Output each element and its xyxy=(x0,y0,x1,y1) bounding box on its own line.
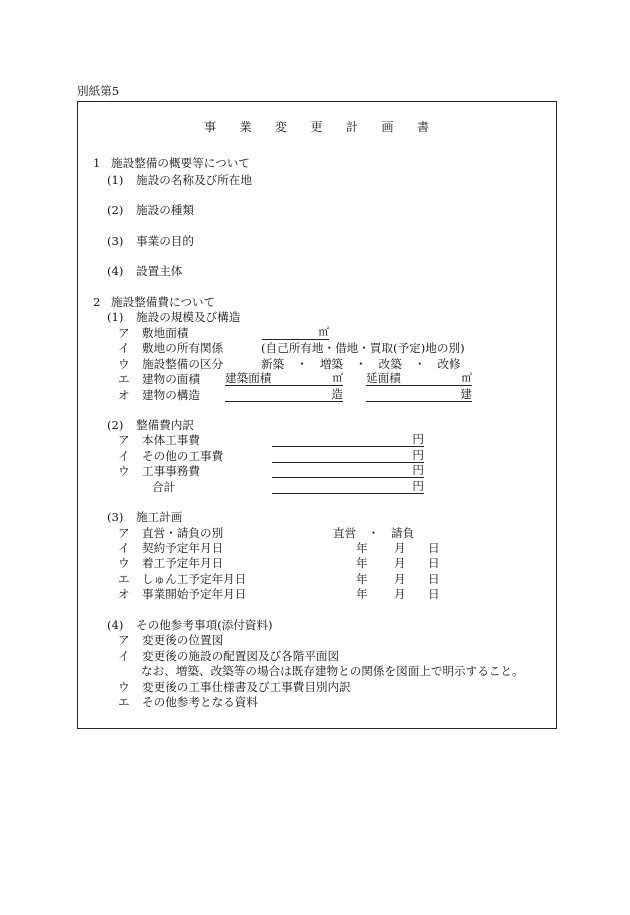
reference-label: 変更後の施設の配置図及び各階平面図 xyxy=(142,649,340,663)
month-unit: 月 xyxy=(394,587,406,601)
year-unit: 年 xyxy=(356,556,368,570)
cost-marker: ア xyxy=(118,433,130,447)
item-label: 施設の名称及び所在地 xyxy=(136,173,252,187)
scale-heading-row xyxy=(0,310,630,324)
reference-label: 変更後の位置図 xyxy=(142,633,224,647)
date-row xyxy=(0,541,630,555)
method-row xyxy=(0,526,630,540)
scale-heading: 施設の規模及び構造 xyxy=(136,310,241,324)
section-1-item xyxy=(0,203,630,217)
reference-item xyxy=(0,695,630,709)
method-marker: ア xyxy=(118,526,130,540)
year-unit: 年 xyxy=(356,587,368,601)
structure-marker: オ xyxy=(118,388,130,402)
attachment-label: 別紙第5 xyxy=(77,84,120,98)
cost-total-label: 合計 xyxy=(152,480,176,494)
section-1-item xyxy=(0,264,630,278)
option-separator: ・ xyxy=(296,357,308,371)
site-area-blank xyxy=(262,326,329,340)
item-number: (2) xyxy=(107,203,124,217)
building-area-blank xyxy=(225,372,343,386)
day-unit: 日 xyxy=(428,541,440,555)
plan-number: (3) xyxy=(107,510,124,524)
item-label: 設置主体 xyxy=(136,264,183,278)
month-unit: 月 xyxy=(394,572,406,586)
date-marker: エ xyxy=(118,572,130,586)
reference-marker: ア xyxy=(118,633,130,647)
total-floor-area-unit: ㎡ xyxy=(461,372,472,384)
reference-marker: イ xyxy=(118,649,130,663)
date-label: 着工予定年月日 xyxy=(142,556,224,570)
reference-item xyxy=(0,649,630,663)
cost-label: 本体工事費 xyxy=(142,433,200,447)
cost-label: 工事事務費 xyxy=(142,464,200,478)
date-row xyxy=(0,556,630,570)
option-separator: ・ xyxy=(355,357,367,371)
date-row xyxy=(0,587,630,601)
cost-total-row xyxy=(0,480,630,494)
section-1-item xyxy=(0,173,630,187)
item-label: 事業の目的 xyxy=(136,234,194,248)
site-area-label: 敷地面積 xyxy=(142,326,189,340)
date-row xyxy=(0,572,630,586)
cost-marker: ウ xyxy=(118,464,130,478)
month-unit: 月 xyxy=(394,541,406,555)
reference-item xyxy=(0,633,630,647)
year-unit: 年 xyxy=(356,541,368,555)
costs-heading: 整備費内訳 xyxy=(136,418,194,432)
ownership-options: (自己所有地・借地・買取(予定)地の別) xyxy=(261,341,465,355)
reference-marker: ウ xyxy=(118,680,130,694)
date-label: 事業開始予定年月日 xyxy=(142,587,247,601)
section-2-number: 2 xyxy=(93,295,101,309)
item-number: (1) xyxy=(107,173,124,187)
category-label: 施設整備の区分 xyxy=(142,357,224,371)
category-row xyxy=(0,357,630,371)
site-area-marker: ア xyxy=(118,326,130,340)
date-marker: ウ xyxy=(118,556,130,570)
floor-space-label: 建物の面積 xyxy=(142,372,200,386)
section-1-heading: 施設整備の概要等について xyxy=(111,156,250,170)
day-unit: 日 xyxy=(428,572,440,586)
structure-row xyxy=(0,388,630,402)
costs-heading-row xyxy=(0,418,630,432)
structure-type-blank xyxy=(225,388,343,402)
floor-space-row xyxy=(0,372,630,386)
floors-blank xyxy=(366,388,472,402)
category-option-extension: 増築 xyxy=(319,357,344,371)
site-area-row xyxy=(0,326,630,340)
date-label: 契約予定年月日 xyxy=(142,541,224,555)
category-option-new: 新築 xyxy=(261,357,285,371)
yen-unit: 円 xyxy=(412,479,424,493)
date-marker: オ xyxy=(118,587,130,601)
category-options xyxy=(261,357,461,371)
building-area-label: 建築面積 xyxy=(225,371,272,385)
references-heading-row xyxy=(0,618,630,632)
category-marker: ウ xyxy=(118,357,130,371)
item-label: 施設の種類 xyxy=(136,203,194,217)
reference-item xyxy=(0,680,630,694)
ownership-row xyxy=(0,341,630,355)
floor-space-marker: エ xyxy=(118,372,130,386)
floors-suffix: 建 xyxy=(460,387,472,401)
item-number: (4) xyxy=(107,264,124,278)
reference-note: なお、増築、改築等の場合は既存建物との関係を図面上で明示すること。 xyxy=(141,664,524,678)
month-unit: 月 xyxy=(394,556,406,570)
date-label: しゅん工予定年月日 xyxy=(142,572,247,586)
category-option-renovation: 改修 xyxy=(437,357,461,371)
date-marker: イ xyxy=(118,541,130,555)
references-heading: その他参考事項(添付資料) xyxy=(136,618,273,632)
yen-unit: 円 xyxy=(412,463,424,477)
cost-row xyxy=(0,464,630,478)
scale-number: (1) xyxy=(107,310,124,324)
option-separator: ・ xyxy=(413,357,426,371)
day-unit: 日 xyxy=(428,556,440,570)
document-title: 事業変更計画書 xyxy=(204,120,453,134)
section-2-heading: 施設整備費について xyxy=(111,295,216,309)
section-1-item xyxy=(0,234,630,248)
yen-unit: 円 xyxy=(412,448,424,462)
cost-amount-blank xyxy=(272,449,424,463)
attachment-row xyxy=(0,84,630,98)
method-option-direct: 直営 xyxy=(333,526,357,540)
cost-row xyxy=(0,433,630,447)
ownership-marker: イ xyxy=(118,341,130,355)
item-number: (3) xyxy=(107,234,124,248)
year-unit: 年 xyxy=(356,572,368,586)
option-separator: ・ xyxy=(367,526,380,540)
plan-heading-row xyxy=(0,510,630,524)
method-label: 直営・請負の別 xyxy=(142,526,224,540)
building-area-unit: ㎡ xyxy=(332,372,343,384)
reference-label: その他参考となる資料 xyxy=(142,695,258,709)
reference-label: 変更後の工事仕様書及び工事費目別内訳 xyxy=(142,680,351,694)
reference-note-row xyxy=(0,664,630,678)
method-option-contract: 請負 xyxy=(391,526,415,540)
costs-number: (2) xyxy=(107,418,124,432)
structure-suffix: 造 xyxy=(331,387,343,401)
total-floor-area-label: 延面積 xyxy=(366,371,401,385)
yen-unit: 円 xyxy=(412,432,424,446)
structure-label: 建物の構造 xyxy=(142,388,200,402)
cost-total-blank xyxy=(272,480,424,494)
section-1-heading-row xyxy=(0,156,630,170)
cost-amount-blank xyxy=(272,464,424,478)
section-2-heading-row xyxy=(0,295,630,309)
category-option-rebuild: 改築 xyxy=(378,357,402,371)
cost-marker: イ xyxy=(118,449,130,463)
cost-amount-blank xyxy=(272,433,424,447)
plan-heading: 施工計画 xyxy=(136,510,183,524)
cost-label: その他の工事費 xyxy=(142,449,224,463)
day-unit: 日 xyxy=(428,587,440,601)
cost-row xyxy=(0,449,630,463)
total-floor-area-blank xyxy=(366,372,472,386)
section-1-number: 1 xyxy=(93,156,101,170)
site-area-unit: ㎡ xyxy=(318,326,329,338)
ownership-label: 敷地の所有関係 xyxy=(142,341,224,355)
reference-marker: エ xyxy=(118,695,130,709)
method-options xyxy=(333,526,414,540)
references-number: (4) xyxy=(107,618,124,632)
